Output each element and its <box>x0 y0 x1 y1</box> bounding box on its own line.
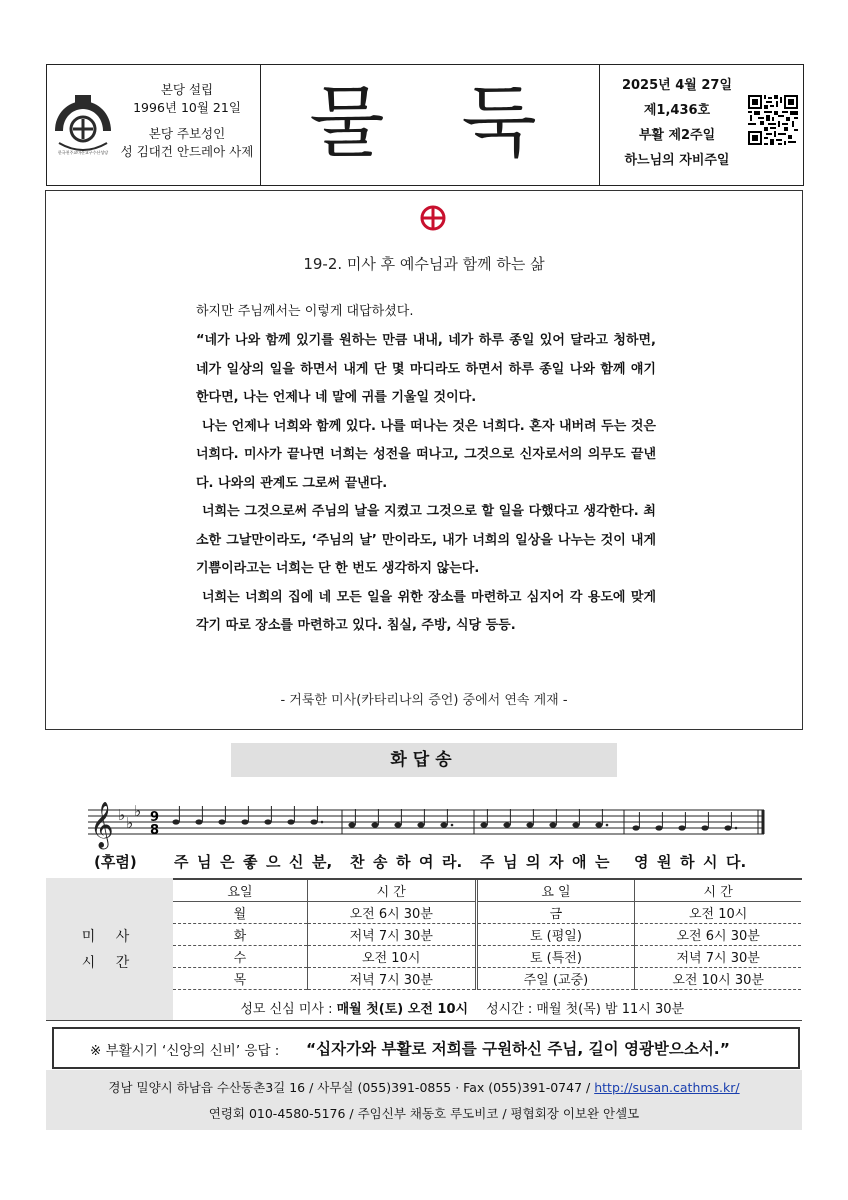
response-label: (후렴) <box>94 853 137 871</box>
lyric-syllable: 은 <box>220 853 235 871</box>
svg-text:♭: ♭ <box>118 806 126 824</box>
sunday-name: 하느님의 자비주일 <box>624 153 730 168</box>
note-head <box>440 822 447 827</box>
mystery-of-faith-box <box>52 1027 800 1069</box>
mass-day: 주일 (교중) <box>476 968 635 990</box>
patron-name: 성 김대건 안드레아 사제 <box>120 144 254 159</box>
time-signature-top: 9 <box>150 810 160 825</box>
est-date: 1996년 10월 21일 <box>133 100 241 115</box>
issue-number: 제1,436호 <box>643 103 711 118</box>
note-head <box>417 822 424 827</box>
note-head <box>503 822 510 827</box>
note-head <box>348 822 355 827</box>
lyric-syllable: 주 <box>480 853 495 871</box>
mass-label-line1: 미 사 <box>81 929 138 945</box>
note-dot <box>606 824 609 827</box>
svg-text:♭: ♭ <box>134 802 142 820</box>
est-label: 본당 설립 <box>160 82 214 97</box>
parish-info <box>117 81 257 161</box>
mass-time: 오전 10시 <box>635 902 801 924</box>
patron-label: 본당 주보성인 <box>148 126 226 141</box>
table-row <box>173 946 801 968</box>
col-header-time: 시 간 <box>635 880 801 902</box>
bulletin-title <box>261 67 599 183</box>
note-head <box>724 825 731 830</box>
lyric-syllable: 다. <box>726 853 747 871</box>
mass-times-table <box>173 880 801 1024</box>
lyric-syllable: 님 <box>197 853 212 871</box>
lyric-syllable: 으 <box>266 853 281 871</box>
note-head <box>287 819 294 824</box>
note-head <box>655 825 662 830</box>
mass-label-line2: 시 간 <box>81 955 138 971</box>
issue-info <box>608 73 746 173</box>
footer <box>46 1070 802 1130</box>
mass-time: 오전 10시 30분 <box>635 968 801 990</box>
footer-contacts: 연령회 010-4580-5176 / 주임신부 채동호 루도비코 / 평협회장 이보완 안셀모 <box>208 1106 640 1121</box>
mass-table-bottom-rule <box>46 1020 802 1021</box>
lyric-syllable: 주 <box>174 853 189 871</box>
article-paragraph: 너희는 그것으로써 주님의 날을 지켰고 그것으로 할 일을 다했다고 생각한다. 최소한 그날만이라도, ‘주님의 날’ 만이라도, 내가 너희의 일상을 나누는 것이 내게 기쁨이라고는 너희는 단 한 번도 생각하지 않는다. <box>196 504 656 576</box>
lyric-syllable: 하 <box>680 853 695 871</box>
mass-day: 월 <box>173 902 307 924</box>
lyric-syllable: 송 <box>373 853 388 871</box>
psalm-music-staff <box>88 794 778 850</box>
svg-text:물 둑: 물 둑 <box>309 78 563 168</box>
mass-time: 저녁 7시 30분 <box>307 924 476 946</box>
note-dot <box>735 827 738 830</box>
note-head <box>195 819 202 824</box>
lyric-syllable: 의 <box>526 853 541 871</box>
lyric-syllable: 좋 <box>243 853 258 871</box>
faith-label: ※ 부활시기 ‘신앙의 신비’ 응답 : <box>90 1043 280 1059</box>
note-head <box>310 819 317 824</box>
note-head <box>526 822 533 827</box>
article-body <box>196 301 656 641</box>
website-link[interactable]: http://susan.cathms.kr/ <box>594 1080 740 1095</box>
special-mass-value: 매월 첫(토) 오전 10시 <box>336 1001 469 1017</box>
issue-panel <box>599 65 804 185</box>
lyric-syllable: 신 <box>289 853 304 871</box>
meditation-article <box>45 190 803 730</box>
faith-response: “십자가와 부활로 저희를 구원하신 주님, 길이 영광받으소서.” <box>306 1040 730 1058</box>
lyric-syllable: 라. <box>442 853 463 871</box>
mass-day: 목 <box>173 968 307 990</box>
note-head <box>572 822 579 827</box>
mass-time: 저녁 7시 30분 <box>635 946 801 968</box>
note-head <box>241 819 248 824</box>
note-head <box>678 825 685 830</box>
article-intro: 하지만 주님께서는 이렇게 대답하셨다. <box>196 304 414 319</box>
lyric-syllable: 찬 <box>350 853 365 871</box>
parish-info-panel <box>47 65 261 185</box>
time-signature-bottom: 8 <box>150 823 160 838</box>
note-head <box>549 822 556 827</box>
lyric-syllable: 애 <box>572 853 587 871</box>
note-head <box>632 825 639 830</box>
svg-text:♭: ♭ <box>126 814 134 832</box>
note-head <box>172 819 179 824</box>
note-dot <box>321 821 324 824</box>
col-header-day: 요일 <box>173 880 307 902</box>
mass-day: 화 <box>173 924 307 946</box>
mass-time: 오전 6시 30분 <box>307 902 476 924</box>
footer-address: 경남 밀양시 하남읍 수산동촌3길 16 / 사무실 (055)391-0855 · Fax (055)391-0747 / <box>108 1080 591 1095</box>
treble-clef-icon: 𝄞 <box>90 802 114 848</box>
issue-date: 2025년 4월 27일 <box>621 78 733 93</box>
article-source: - 거룩한 미사(카타리나의 증언) 중에서 연속 게재 - <box>280 693 568 708</box>
article-paragraph: 나는 언제나 너희와 함께 있다. 나를 떠나는 것은 너희다. 혼자 내버려 두는 것은 너희다. 미사가 끝나면 너희는 성전을 떠나고, 그것으로 신자로서의 의무도 끝낸다. 나와의 관계도 그로써 끝낸다. <box>196 418 656 491</box>
footer-address-line <box>46 1078 802 1096</box>
note-head <box>264 819 271 824</box>
mass-times-label <box>46 878 173 1020</box>
special-mass-label: 성모 신심 미사 : <box>240 1001 333 1017</box>
parish-logo-icon <box>49 91 117 159</box>
special-mass <box>173 990 476 1025</box>
psalm-lyrics <box>94 851 784 875</box>
note-head <box>595 822 602 827</box>
mass-day: 토 (특전) <box>476 946 635 968</box>
psalm-title: 화답송 <box>231 743 617 777</box>
note-head <box>371 822 378 827</box>
lyric-syllable: 하 <box>396 853 411 871</box>
mass-table-header <box>173 880 801 902</box>
holy-hour: 성시간 : 매월 첫(목) 밤 11시 30분 <box>486 1001 685 1017</box>
lyric-syllable: 님 <box>503 853 518 871</box>
col-header-day: 요 일 <box>476 880 635 902</box>
mass-day: 수 <box>173 946 307 968</box>
lyric-syllable: 는 <box>595 853 610 871</box>
special-mass-row <box>173 990 801 1025</box>
mass-time: 오전 6시 30분 <box>635 924 801 946</box>
lyric-syllable: 시 <box>703 853 718 871</box>
lyric-syllable: 자 <box>549 853 564 871</box>
note-dot <box>451 824 454 827</box>
mass-day: 금 <box>476 902 635 924</box>
lyric-syllable: 여 <box>419 853 434 871</box>
svg-text:한국천주교마산교구수산성당: 한국천주교마산교구수산성당 <box>57 150 109 155</box>
note-head <box>480 822 487 827</box>
liturgical-week: 부활 제2주일 <box>638 128 716 143</box>
qr-code-icon[interactable] <box>748 95 798 145</box>
masthead <box>46 64 804 186</box>
lyric-syllable: 원 <box>657 853 672 871</box>
cross-circle-icon <box>418 203 448 233</box>
article-paragraph: “네가 나와 함께 있기를 원하는 만큼 내내, 네가 하루 종일 있어 달라고 청하면, 네가 일상의 일을 하면서 내게 단 몇 마디라도 하면서 하루 종일 나와 함께 얘기한다면, 나는 언제나 네 말에 귀를 기울일 것이다. <box>196 333 656 405</box>
article-title: 19-2. 미사 후 예수님과 함께 하는 삶 <box>303 255 545 273</box>
mass-time: 저녁 7시 30분 <box>307 968 476 990</box>
mass-time: 오전 10시 <box>307 946 476 968</box>
table-row <box>173 968 801 990</box>
col-header-time: 시 간 <box>307 880 476 902</box>
note-head <box>218 819 225 824</box>
mass-day: 토 (평일) <box>476 924 635 946</box>
lyric-syllable: 영 <box>634 853 649 871</box>
lyric-syllable: 분, <box>312 853 333 871</box>
article-paragraph: 너희는 너희의 집에 네 모든 일을 위한 장소를 마련하고 심지어 각 용도에 맞게 각기 따로 장소를 마련하고 있다. 침실, 주방, 식당 등등. <box>196 589 656 633</box>
note-head <box>701 825 708 830</box>
note-head <box>394 822 401 827</box>
table-row <box>173 924 801 946</box>
table-row <box>173 902 801 924</box>
